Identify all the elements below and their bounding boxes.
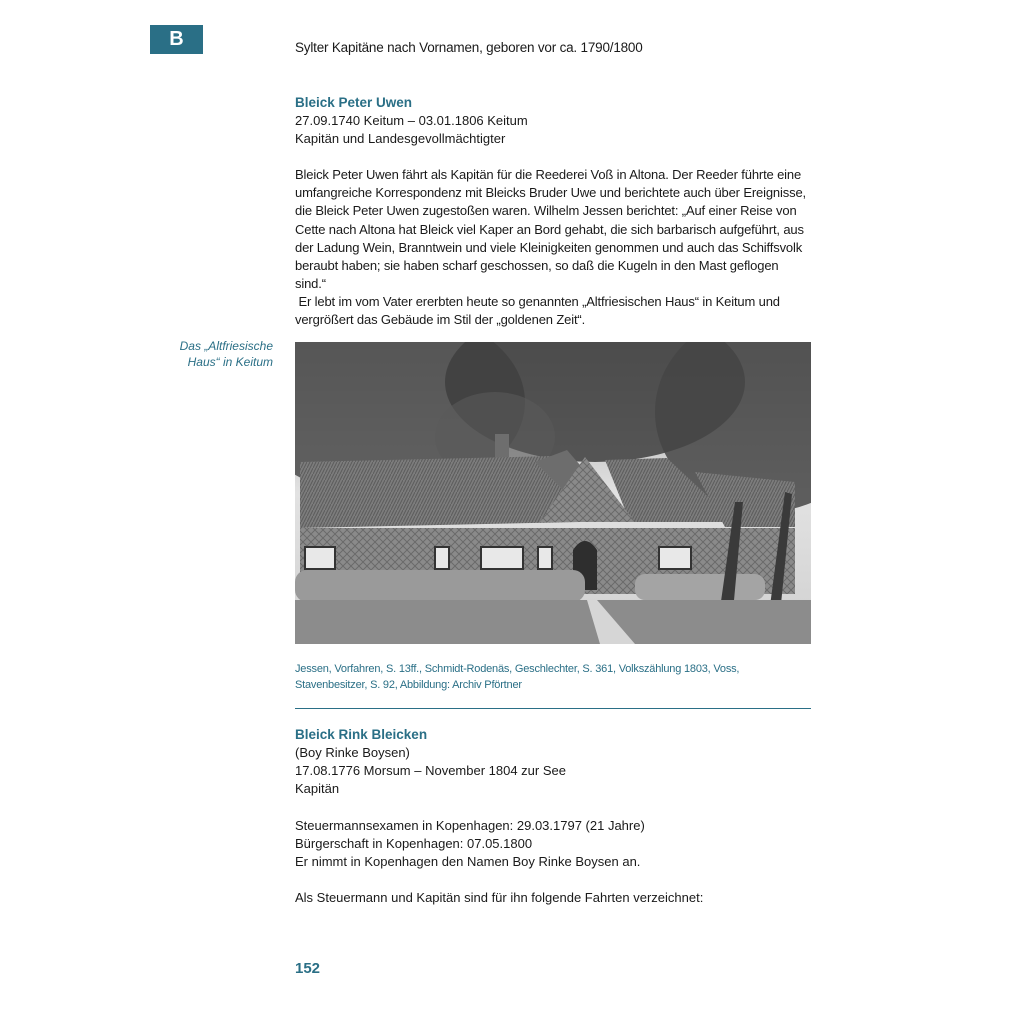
running-head: Sylter Kapitäne nach Vornamen, geboren vor ca. 1790/1800: [295, 40, 643, 55]
fact-line: Bürgerschaft in Kopenhagen: 07.05.1800: [295, 836, 533, 851]
entry-divider: [295, 708, 811, 709]
entry-name: Bleick Rink Bleicken: [295, 727, 428, 742]
fact-line: Er nimmt in Kopenhagen den Namen Boy Rinke Boysen an.: [295, 854, 641, 869]
house-photo-illustration: [295, 342, 811, 644]
entry-role: Kapitän: [295, 781, 340, 796]
entry-paragraph: Er lebt im vom Vater ererbten heute so genannten „Altfriesischen Haus“ in Keitum und vergrößert das Gebäude im Stil der „goldenen Zeit“.: [295, 294, 784, 328]
page-number: 152: [295, 960, 321, 977]
entry-paragraph: Bleick Peter Uwen fährt als Kapitän für die Reederei Voß in Altona. Der Reeder führte eine umfangreiche Korrespondenz mit Bleicks Bruder Uwe und berichtete auch über Ereignisse, die Bleick Peter Uwen zugestoßen waren. Wilhelm Jessen berichtet: „Auf einer Reise von Cette nach Altona hat Bleick viel Kaper an Bord gehabt, die sich barbarisch aufgeführt, aus der Ladung Wein, Branntwein und viele Kleinigkeiten genommen und auch das Schiffsvolk beraubt haben; sie haben scharf geschossen, so daß die Kugeln in den Mast geflogen sind.“: [295, 167, 806, 292]
house-photo: [295, 342, 811, 644]
entry-facts: [295, 817, 811, 871]
section-letter-tab: B: [150, 25, 203, 54]
entry-dates: 27.09.1740 Keitum – 03.01.1806 Keitum: [295, 113, 528, 128]
entry-closing: Als Steuermann und Kapitän sind für ihn folgende Fahrten verzeichnet:: [295, 890, 704, 905]
source-note: Jessen, Vorfahren, S. 13ff., Schmidt-Rodenäs, Geschlechter, S. 361, Volkszählung 1803, Voss, Stavenbesitzer, S. 92, Abbildung: Archiv Pförtner: [295, 663, 740, 691]
entry-bleick-rink-bleicken: [295, 726, 811, 798]
entry-dates: 17.08.1776 Morsum – November 1804 zur See: [295, 763, 566, 778]
fact-line: Steuermannsexamen in Kopenhagen: 29.03.1797 (21 Jahre): [295, 818, 645, 833]
entry-role: Kapitän und Landesgevollmächtigter: [295, 131, 506, 146]
entry-alias: (Boy Rinke Boysen): [295, 745, 410, 760]
image-caption: Das „Altfriesische Haus“ in Keitum: [179, 339, 273, 369]
entry-bleick-peter-uwen: [295, 94, 811, 148]
entry-name: Bleick Peter Uwen: [295, 95, 413, 110]
